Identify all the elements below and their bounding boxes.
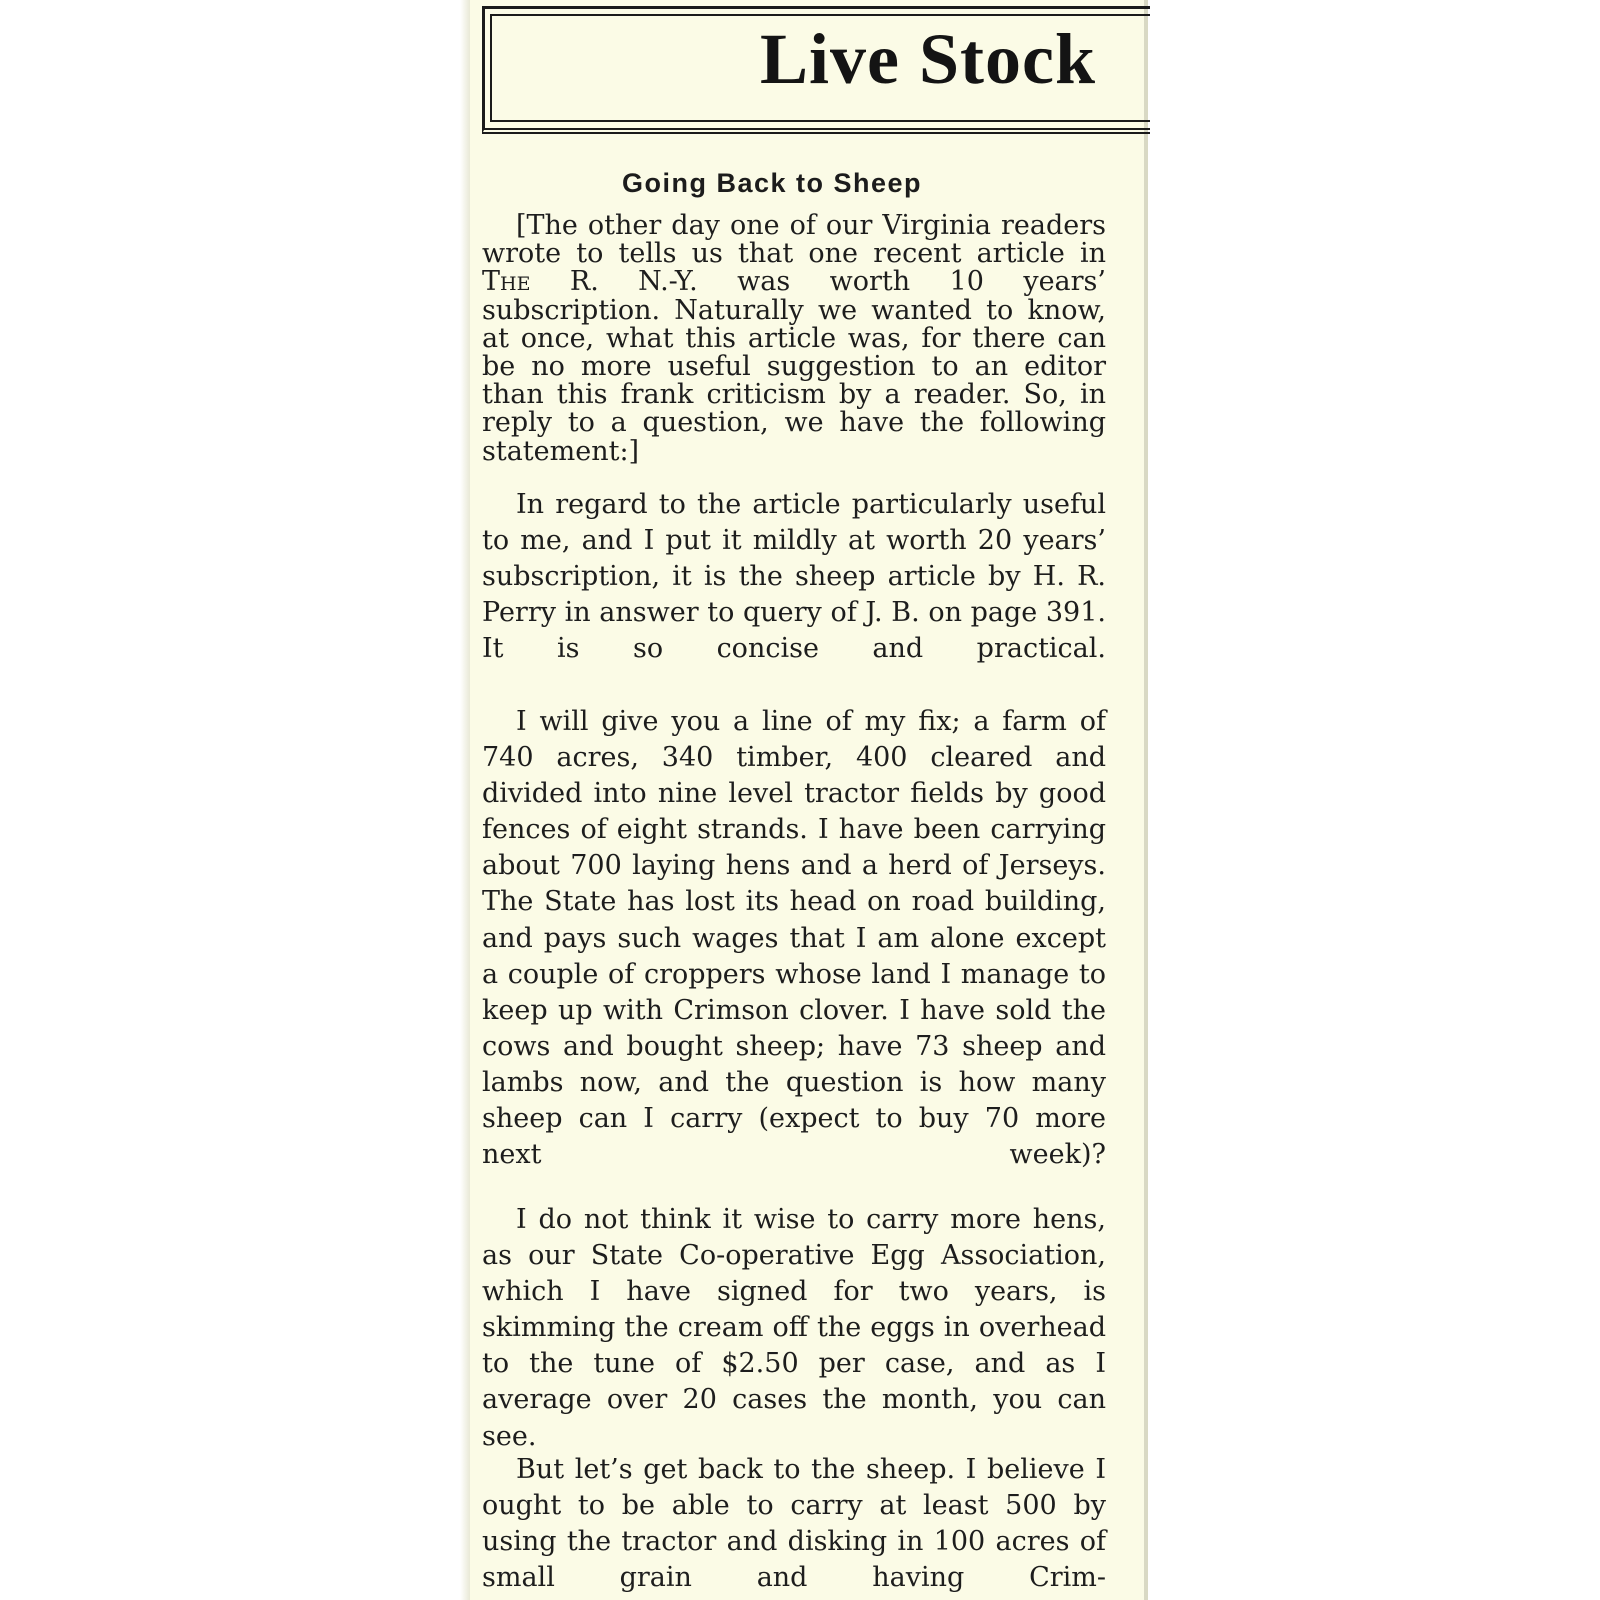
article-paragraph: But let’s get back to the sheep. I believe I ought to be able to carry at least 500 by using the tractor and disking in 100 acres of small grain and having Crim- bbox=[482, 1454, 1106, 1594]
clipping-left-edge bbox=[460, 0, 470, 1600]
article-paragraph: In regard to the article particularly useful to me, and I put it mildly at worth 20 years’ subscription, it is the sheep article by H. R. Perry in answer to query of J. B. on page 391. It is so concise and practical. bbox=[482, 489, 1106, 665]
intro-text-start: [The other day one of our Virginia readers wrote to tells us that one recent article in bbox=[482, 210, 1106, 270]
intro-text-end: was worth 10 years’ subscription. Naturally we wanted to know, at once, what this article was, for there can be no more useful suggestion to an editor than this frank criticism by a reader. So, in reply to a question, we have the following statement:] bbox=[482, 266, 1106, 467]
section-title: Live Stock bbox=[760, 19, 1097, 99]
article-paragraph: I will give you a line of my fix; a farm of 740 acres, 340 timber, 400 cleared and divided into nine level tractor fields by good fences of eight strands. I have been carrying about 700 laying hens and a herd of Jerseys. The State has lost its head on road building, and pays such wages that I am alone except a couple of croppers whose land I manage to keep up with Crimson clover. I have sold the cows and bought sheep; have 73 sheep and lambs now, and the question is how many sheep can I carry (expect to buy 70 more next week)? bbox=[482, 706, 1106, 1171]
editor-intro-note bbox=[482, 212, 1106, 466]
article-title: Going Back to Sheep bbox=[622, 168, 923, 198]
clipping-right-edge bbox=[1144, 0, 1148, 1600]
article-paragraph: I do not think it wise to carry more hens, as our State Co-operative Egg Association, which I have signed for two years, is skimming the cream off the eggs in overhead to the tune of $2.50 per case, and as I average over 20 cases the month, you can see. bbox=[482, 1204, 1106, 1452]
publication-name: The R. N.-Y. bbox=[482, 266, 698, 298]
